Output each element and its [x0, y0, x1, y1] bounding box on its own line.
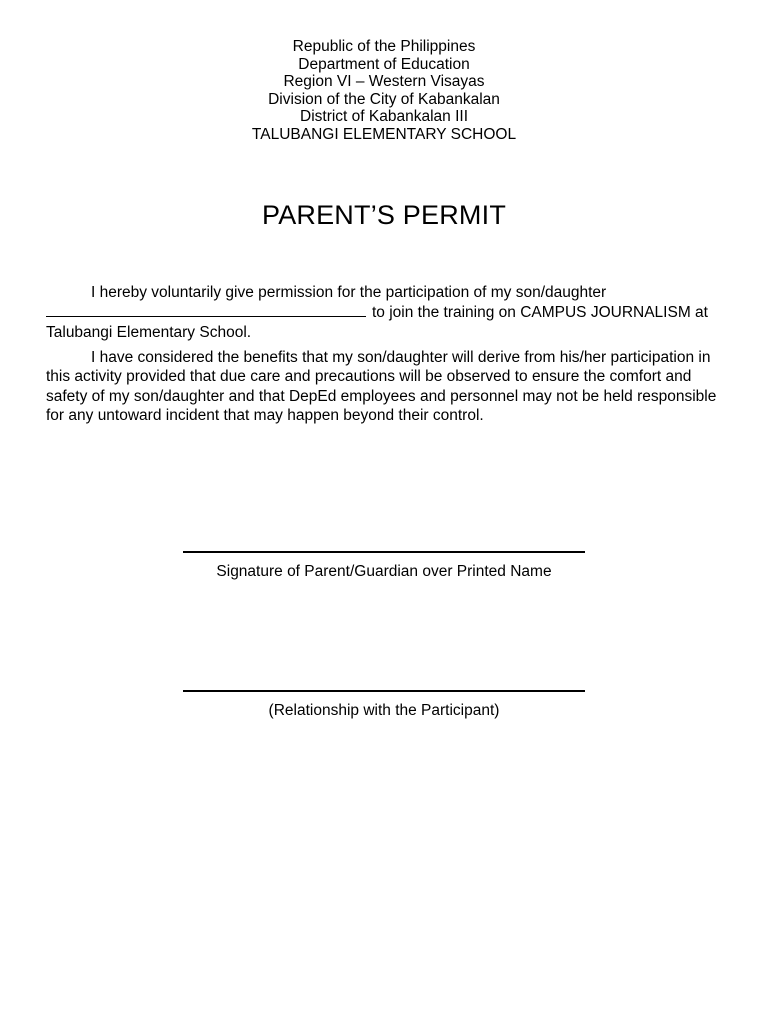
header-line-division: Division of the City of Kabankalan	[268, 90, 500, 108]
letterhead	[0, 38, 768, 144]
document-title: PARENT’S PERMIT	[261, 200, 507, 230]
permission-text-end: to join the training on CAMPUS JOURNALISM at Talubangi Elementary School.	[46, 304, 708, 341]
relationship-label: (Relationship with the Participant)	[268, 702, 500, 719]
permission-text-start: I hereby voluntarily give permission for the participation of my son/daughter	[91, 284, 607, 301]
child-name-blank[interactable]	[46, 302, 366, 317]
parent-signature-label: Signature of Parent/Guardian over Printed Name	[216, 563, 552, 580]
header-line-region: Region VI – Western Visayas	[283, 73, 485, 91]
header-line-district: District of Kabankalan III	[300, 108, 468, 126]
permission-paragraph	[46, 283, 726, 342]
parent-signature-line[interactable]	[183, 551, 585, 553]
header-line-school: TALUBANGI ELEMENTARY SCHOOL	[251, 125, 517, 143]
header-line-department: Department of Education	[298, 55, 470, 73]
relationship-line[interactable]	[183, 690, 585, 692]
header-line-republic: Republic of the Philippines	[292, 38, 476, 55]
consideration-paragraph	[46, 348, 726, 426]
consideration-text: I have considered the benefits that my son/daughter will derive from his/her participation in this activity provided that due care and precautions will be observed to ensure the comfort and safety of my son/daughter and that DepEd employees and personnel may not be held responsible for any untoward incident that may happen beyond their control.	[46, 349, 717, 425]
